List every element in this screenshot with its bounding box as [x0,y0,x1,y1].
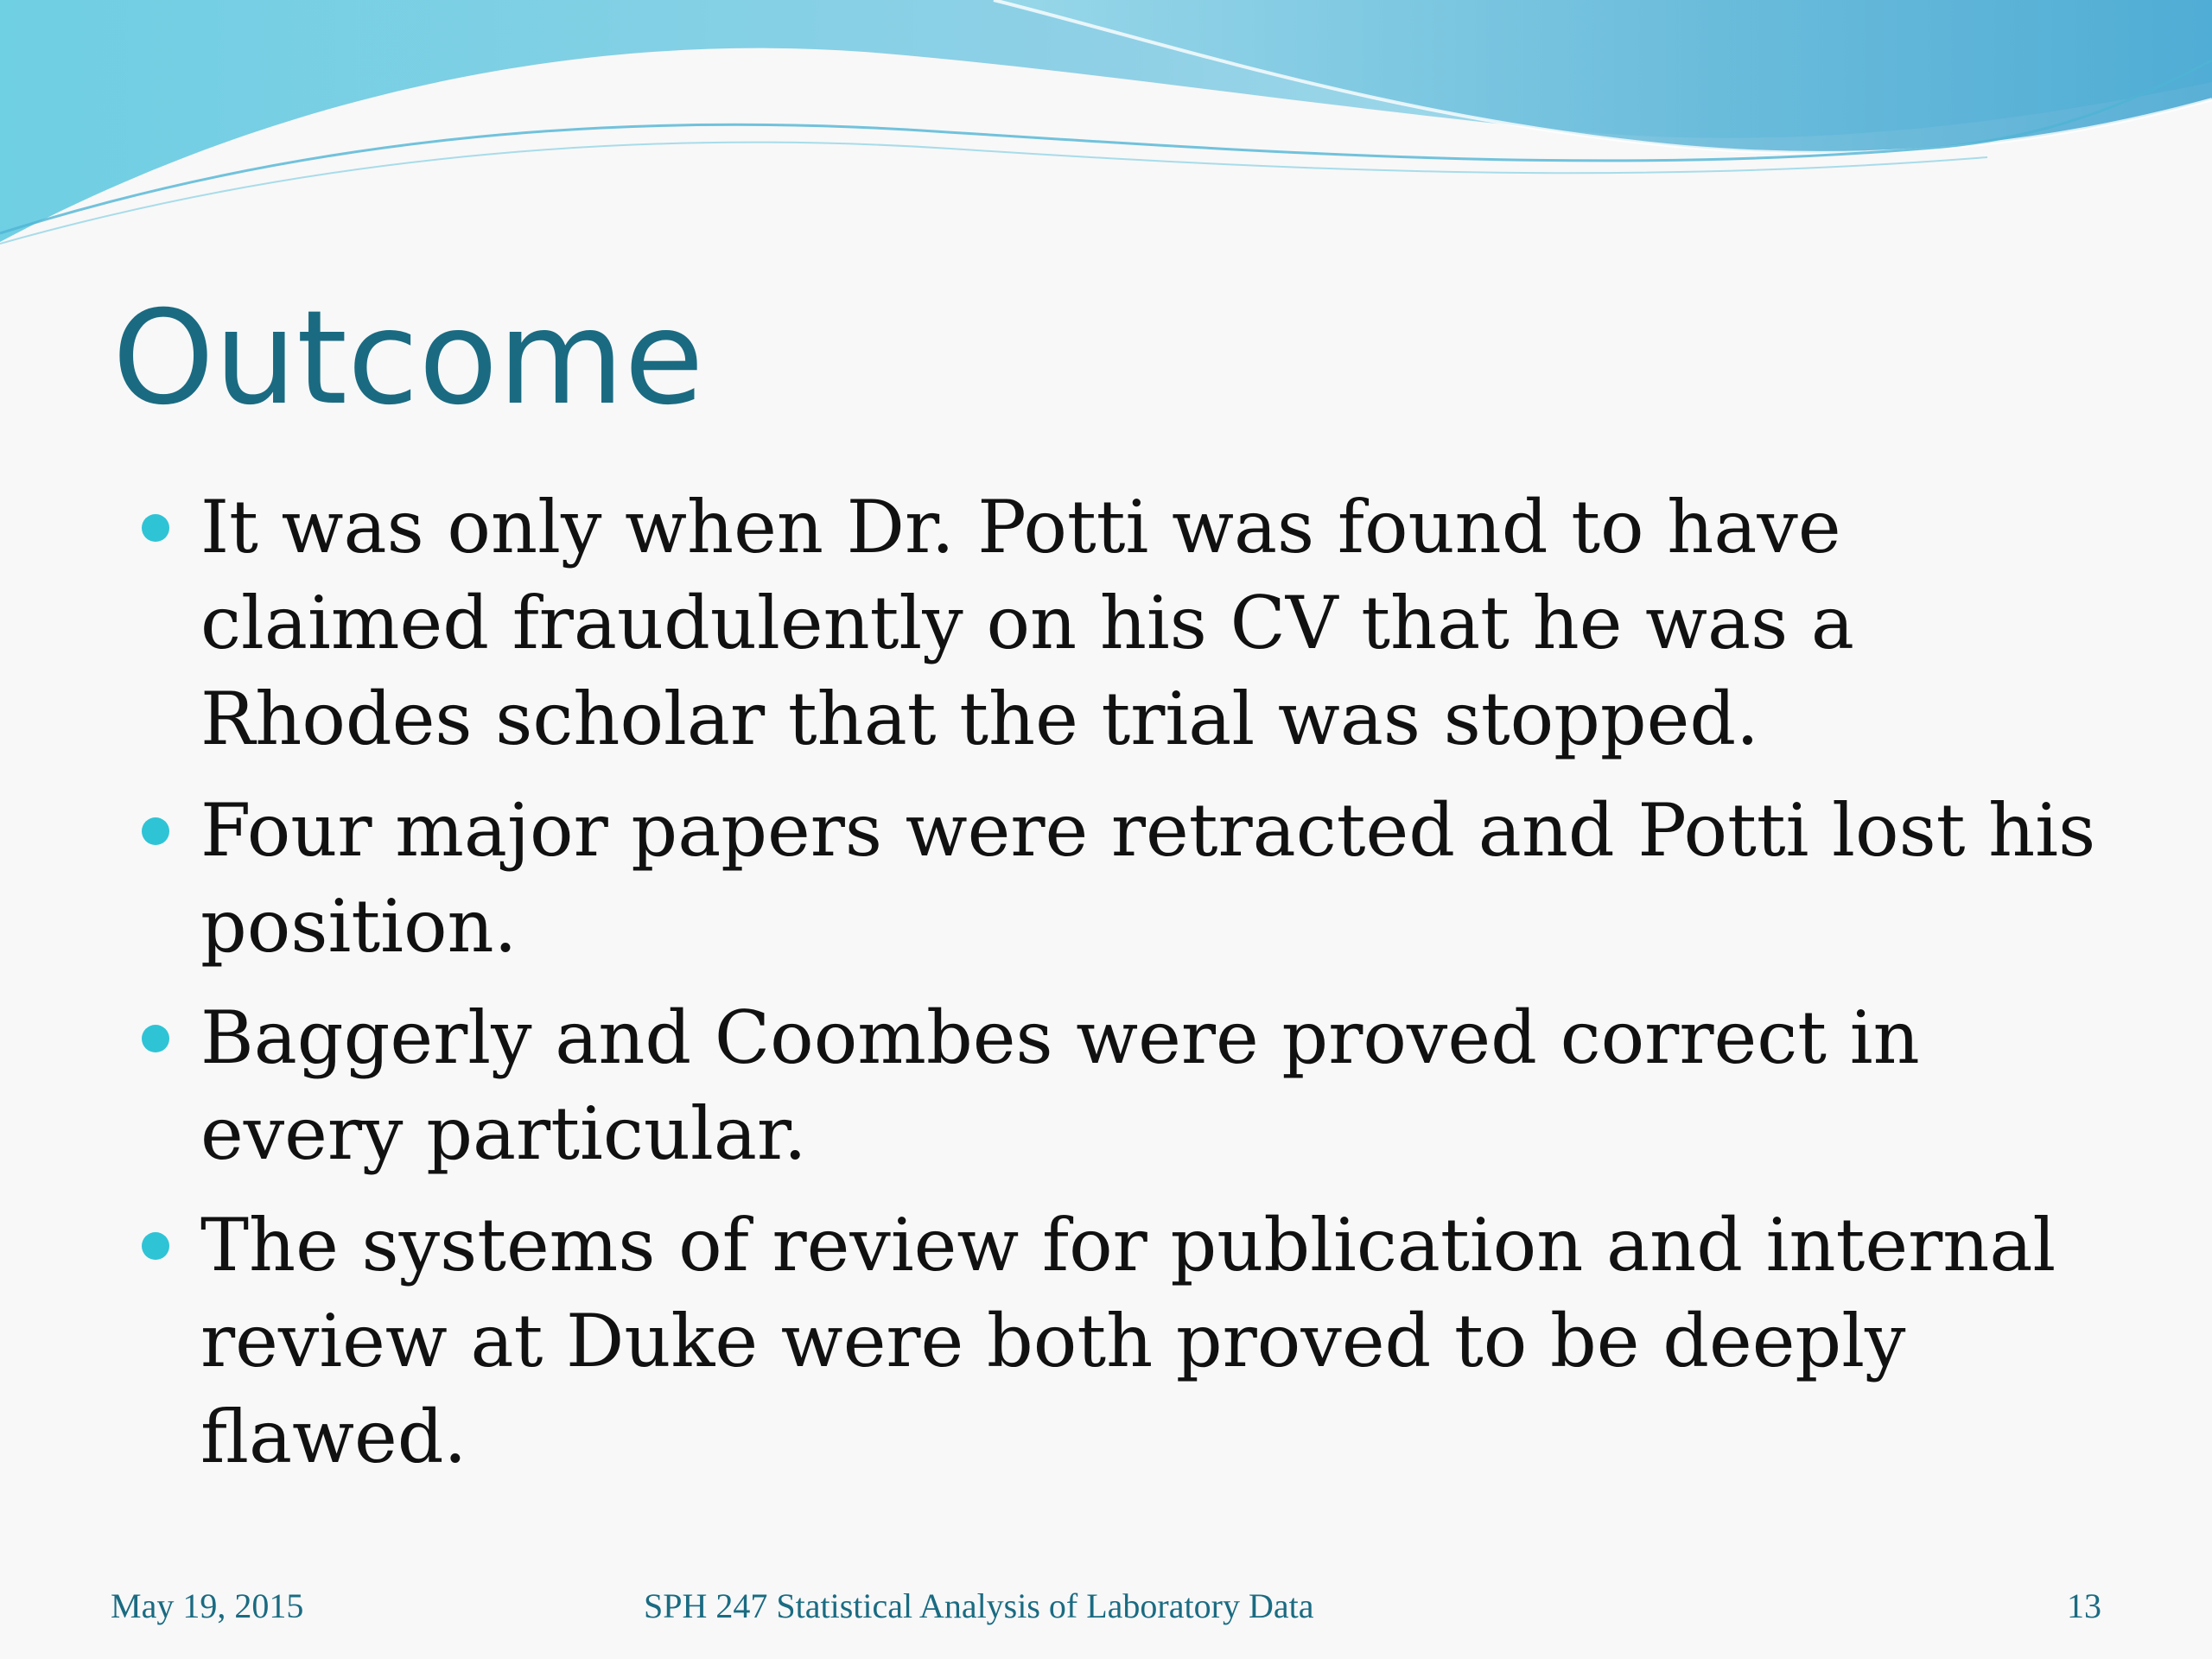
bullet-text: It was only when Dr. Potti was found to have claimed fraudulently on his CV that he was a Rhodes scholar that the trial was stopped. [200,485,1854,761]
bullet-item-4 [138,1198,2126,1485]
footer-course-title: SPH 247 Statistical Analysis of Laboratory Data [644,1586,1314,1625]
footer-date: May 19, 2015 [111,1586,304,1625]
bullet-item-1 [138,480,2126,767]
footer-page-number: 13 [2067,1586,2101,1625]
bullet-dot-icon [142,514,169,542]
header-wave-decoration [0,0,2212,259]
bullet-list [138,480,2126,1501]
bullet-dot-icon [142,1025,169,1052]
bullet-text: Baggerly and Coombes were proved correct in every particular. [200,995,1920,1176]
bullet-dot-icon [142,817,169,845]
bullet-item-2 [138,783,2126,975]
bullet-text: Four major papers were retracted and Potti lost his position. [200,788,2096,969]
slide-title: Outcome [112,283,704,434]
bullet-dot-icon [142,1232,169,1260]
bullet-item-3 [138,990,2126,1182]
bullet-text: The systems of review for publication and internal review at Duke were both proved to be deeply flawed. [200,1203,2056,1479]
